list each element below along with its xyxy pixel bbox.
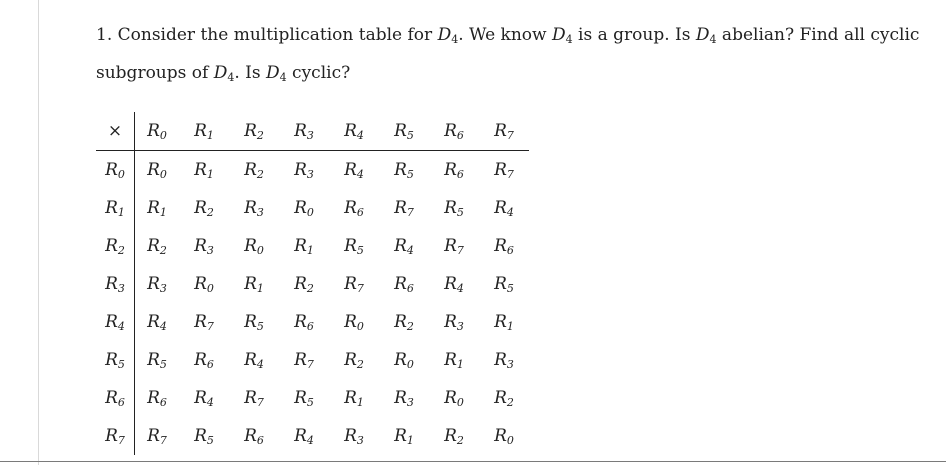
row-header: $R_0$ xyxy=(96,151,135,190)
column-header: $R_2$ xyxy=(229,112,279,151)
group-subscript: 4 xyxy=(565,33,573,46)
table-cell: $R_7$ xyxy=(444,236,464,257)
table-cell: $R_2$ xyxy=(147,236,167,257)
table-cell: $R_3$ xyxy=(344,426,364,447)
table-cell: $R_4$ xyxy=(194,388,214,409)
table-cell: $R_5$ xyxy=(194,426,214,447)
table-cell: $R_7$ xyxy=(194,312,214,333)
table-cell: $R_3$ xyxy=(494,350,514,371)
table-cell: $R_7$ xyxy=(294,350,314,371)
table-row xyxy=(96,227,529,265)
table-cell: $R_3$ xyxy=(394,388,414,409)
table-cell: $R_1$ xyxy=(494,312,514,333)
table-cell: $R_1$ xyxy=(344,388,364,409)
table-cell: $R_5$ xyxy=(444,198,464,219)
column-header: $R_6$ xyxy=(429,112,479,151)
table-body xyxy=(96,151,529,456)
table-cell: $R_6$ xyxy=(244,426,264,447)
problem-statement xyxy=(96,16,926,92)
group-subscript: 4 xyxy=(227,71,235,84)
multiplication-table xyxy=(96,112,529,455)
table-cell: $R_5$ xyxy=(147,350,167,371)
table-row xyxy=(96,151,529,190)
table-cell: $R_0$ xyxy=(244,236,264,257)
table-cell: $R_0$ xyxy=(394,350,414,371)
problem-number: 1. xyxy=(96,25,113,45)
group-symbol: D xyxy=(695,25,710,45)
table-row xyxy=(96,341,529,379)
table-cell: $R_4$ xyxy=(244,350,264,371)
multiplication-table-wrapper xyxy=(96,112,529,455)
problem-text-4: abelian? Find all cyclic xyxy=(716,25,920,45)
table-cell: $R_0$ xyxy=(194,274,214,295)
table-cell: $R_4$ xyxy=(394,236,414,257)
table-row xyxy=(96,189,529,227)
table-cell: $R_2$ xyxy=(444,426,464,447)
table-cell: $R_2$ xyxy=(394,312,414,333)
problem-text-6: . Is xyxy=(234,63,266,83)
table-cell: $R_2$ xyxy=(344,350,364,371)
problem-text-2: . We know xyxy=(458,25,553,45)
table-cell: $R_1$ xyxy=(294,236,314,257)
table-cell: $R_6$ xyxy=(194,350,214,371)
table-cell: $R_7$ xyxy=(344,274,364,295)
table-cell: $R_3$ xyxy=(194,236,214,257)
table-header-row xyxy=(96,112,529,151)
row-header: $R_1$ xyxy=(96,189,135,227)
table-cell: $R_3$ xyxy=(244,198,264,219)
table-row xyxy=(96,417,529,455)
table-cell: $R_6$ xyxy=(444,160,464,181)
row-header: $R_6$ xyxy=(96,379,135,417)
group-subscript: 4 xyxy=(709,33,717,46)
table-cell: $R_0$ xyxy=(294,198,314,219)
table-cell: $R_3$ xyxy=(444,312,464,333)
page-bottom-rule xyxy=(0,461,946,462)
table-cell: $R_1$ xyxy=(147,198,167,219)
table-cell: $R_0$ xyxy=(494,426,514,447)
row-header: $R_3$ xyxy=(96,265,135,303)
group-symbol: D xyxy=(213,63,228,83)
table-cell: $R_2$ xyxy=(494,388,514,409)
group-symbol: D xyxy=(266,63,280,83)
table-cell: $R_6$ xyxy=(147,388,167,409)
row-header: $R_2$ xyxy=(96,227,135,265)
table-cell: $R_4$ xyxy=(147,312,167,333)
table-cell: $R_2$ xyxy=(244,160,264,181)
table-cell: $R_4$ xyxy=(444,274,464,295)
table-cell: $R_5$ xyxy=(244,312,264,333)
table-cell: $R_0$ xyxy=(147,160,167,181)
table-row xyxy=(96,379,529,417)
problem-text-5: subgroups of xyxy=(96,63,214,83)
row-header: $R_5$ xyxy=(96,341,135,379)
table-cell: $R_4$ xyxy=(294,426,314,447)
table-cell: $R_2$ xyxy=(194,198,214,219)
column-header: $R_1$ xyxy=(179,112,229,151)
problem-text-3: is a group. Is xyxy=(572,25,696,45)
table-row xyxy=(96,303,529,341)
table-cell: $R_7$ xyxy=(147,426,167,447)
group-symbol: D xyxy=(437,25,452,45)
table-cell: $R_2$ xyxy=(294,274,314,295)
table-cell: $R_6$ xyxy=(344,198,364,219)
table-cell: $R_7$ xyxy=(394,198,414,219)
table-cell: $R_6$ xyxy=(494,236,514,257)
row-header: $R_4$ xyxy=(96,303,135,341)
table-cell: $R_7$ xyxy=(494,160,514,181)
table-row xyxy=(96,265,529,303)
page-left-margin-rule xyxy=(38,0,39,465)
table-cell: $R_6$ xyxy=(394,274,414,295)
table-cell: $R_4$ xyxy=(494,198,514,219)
table-cell: $R_5$ xyxy=(294,388,314,409)
table-cell: $R_3$ xyxy=(294,160,314,181)
table-cell: $R_3$ xyxy=(147,274,167,295)
column-header: $R_7$ xyxy=(479,112,529,151)
column-header: $R_4$ xyxy=(329,112,379,151)
table-cell: $R_1$ xyxy=(194,160,214,181)
group-subscript: 4 xyxy=(279,71,287,84)
column-header: $R_5$ xyxy=(379,112,429,151)
problem-text-1: Consider the multiplication table for xyxy=(117,25,438,45)
table-cell: $R_1$ xyxy=(244,274,264,295)
column-header: $R_3$ xyxy=(279,112,329,151)
table-cell: $R_1$ xyxy=(394,426,414,447)
table-cell: $R_7$ xyxy=(244,388,264,409)
table-cell: $R_5$ xyxy=(494,274,514,295)
group-subscript: 4 xyxy=(451,33,459,46)
group-symbol: D xyxy=(552,25,566,45)
operation-symbol: × xyxy=(96,112,135,151)
column-header: $R_0$ xyxy=(135,112,180,151)
table-cell: $R_6$ xyxy=(294,312,314,333)
table-cell: $R_1$ xyxy=(444,350,464,371)
row-header: $R_7$ xyxy=(96,417,135,455)
table-cell: $R_5$ xyxy=(394,160,414,181)
table-cell: $R_0$ xyxy=(344,312,364,333)
table-cell: $R_5$ xyxy=(344,236,364,257)
problem-text-7: cyclic? xyxy=(286,63,351,83)
table-cell: $R_4$ xyxy=(344,160,364,181)
table-cell: $R_0$ xyxy=(444,388,464,409)
